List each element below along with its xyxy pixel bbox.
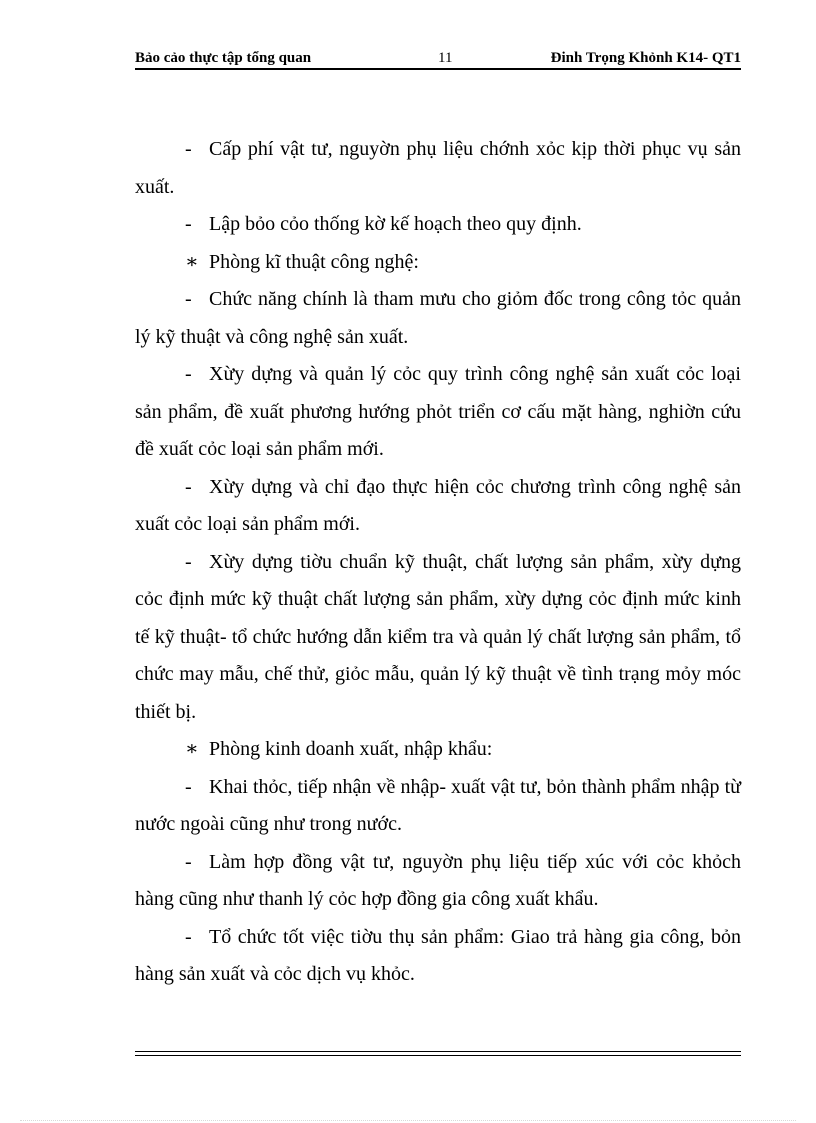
- paragraph-11: [135, 919, 741, 994]
- paragraph-7: [135, 544, 741, 732]
- paragraph-text: Phòng kĩ thuật công nghệ:: [209, 250, 419, 273]
- page-header: [135, 50, 741, 68]
- paragraph-9: [135, 769, 741, 844]
- paragraph-text: Cấp phí vật tư, nguyờn phụ liệu chớnh xỏc kịp thời phục vụ sản xuất.: [135, 138, 741, 198]
- paragraph-1: [135, 131, 741, 206]
- section-heading-tech: [135, 244, 741, 282]
- paragraph-text: Xừy dựng và chỉ đạo thực hiện cỏc chương trình công nghệ sản xuất cỏc loại sản phẩm mới.: [135, 475, 741, 535]
- header-report-title: Bảo cảo thực tập tổng quan: [135, 50, 312, 66]
- paragraph-4: [135, 281, 741, 356]
- paragraph-5: [135, 356, 741, 469]
- footer-rule-top: [135, 1051, 741, 1052]
- asterisk-marker: ∗: [185, 250, 199, 273]
- paragraph-text: Làm hợp đồng vật tư, nguyờn phụ liệu tiếp xúc với cỏc khỏch hàng cũng như thanh lý cỏc hợp đồng gia công xuất khẩu.: [135, 850, 741, 910]
- paragraph-10: [135, 844, 741, 919]
- header-author: Đinh Trọng Khỏnh K14- QT1: [550, 50, 741, 66]
- dash-marker: -: [185, 550, 192, 573]
- dash-marker: -: [185, 213, 192, 235]
- dash-marker: -: [185, 363, 192, 385]
- dash-marker: -: [185, 475, 192, 498]
- dash-marker: -: [185, 925, 192, 948]
- paragraph-text: Tổ chức tốt việc tiờu thụ sản phẩm: Giao trả hàng gia công, bỏn hàng sản xuất và cỏc dịch vụ khỏc.: [135, 925, 741, 985]
- paragraph-text: Khai thỏc, tiếp nhận về nhập- xuất vật tư, bỏn thành phẩm nhập từ nước ngoài cũng như trong nước.: [135, 775, 741, 835]
- page-bottom-dotted-line: [20, 1120, 796, 1121]
- asterisk-marker: ∗: [185, 738, 199, 760]
- paragraph-6: [135, 469, 741, 544]
- section-heading-business: [135, 731, 741, 769]
- dash-marker: -: [185, 288, 192, 310]
- dash-marker: -: [185, 775, 192, 798]
- header-page-number: 11: [438, 50, 453, 66]
- document-body: [135, 131, 741, 994]
- dash-marker: -: [185, 138, 192, 160]
- paragraph-text: Lập bỏo cỏo thống kờ kế hoạch theo quy định.: [209, 213, 582, 235]
- paragraph-text: Phòng kinh doanh xuất, nhập khẩu:: [209, 738, 493, 760]
- footer-rule-bottom: [135, 1055, 741, 1056]
- paragraph-text: Chức năng chính là tham mưu cho giỏm đốc trong công tỏc quản lý kỹ thuật và công nghệ sản xuất.: [135, 288, 741, 348]
- paragraph-text: Xừy dựng tiờu chuẩn kỹ thuật, chất lượng sản phẩm, xừy dựng cỏc định mức kỹ thuật chất lượng sản phẩm, xừy dựng cỏc định mức kinh tế kỹ thuật- tổ chức hướng dẫn kiểm tra và quản lý chất lượng sản phẩm, tổ chức may mẫu, chế thử, giỏc mẫu, quản lý kỹ thuật về tình trạng mỏy móc thiết bị.: [135, 550, 741, 723]
- dash-marker: -: [185, 850, 192, 873]
- paragraph-2: [135, 206, 741, 244]
- paragraph-text: Xừy dựng và quản lý cỏc quy trình công nghệ sản xuất cỏc loại sản phẩm, đề xuất phương hướng phỏt triển cơ cấu mặt hàng, nghiờn cứu đề xuất cỏc loại sản phẩm mới.: [135, 363, 741, 460]
- header-rule: [135, 68, 741, 70]
